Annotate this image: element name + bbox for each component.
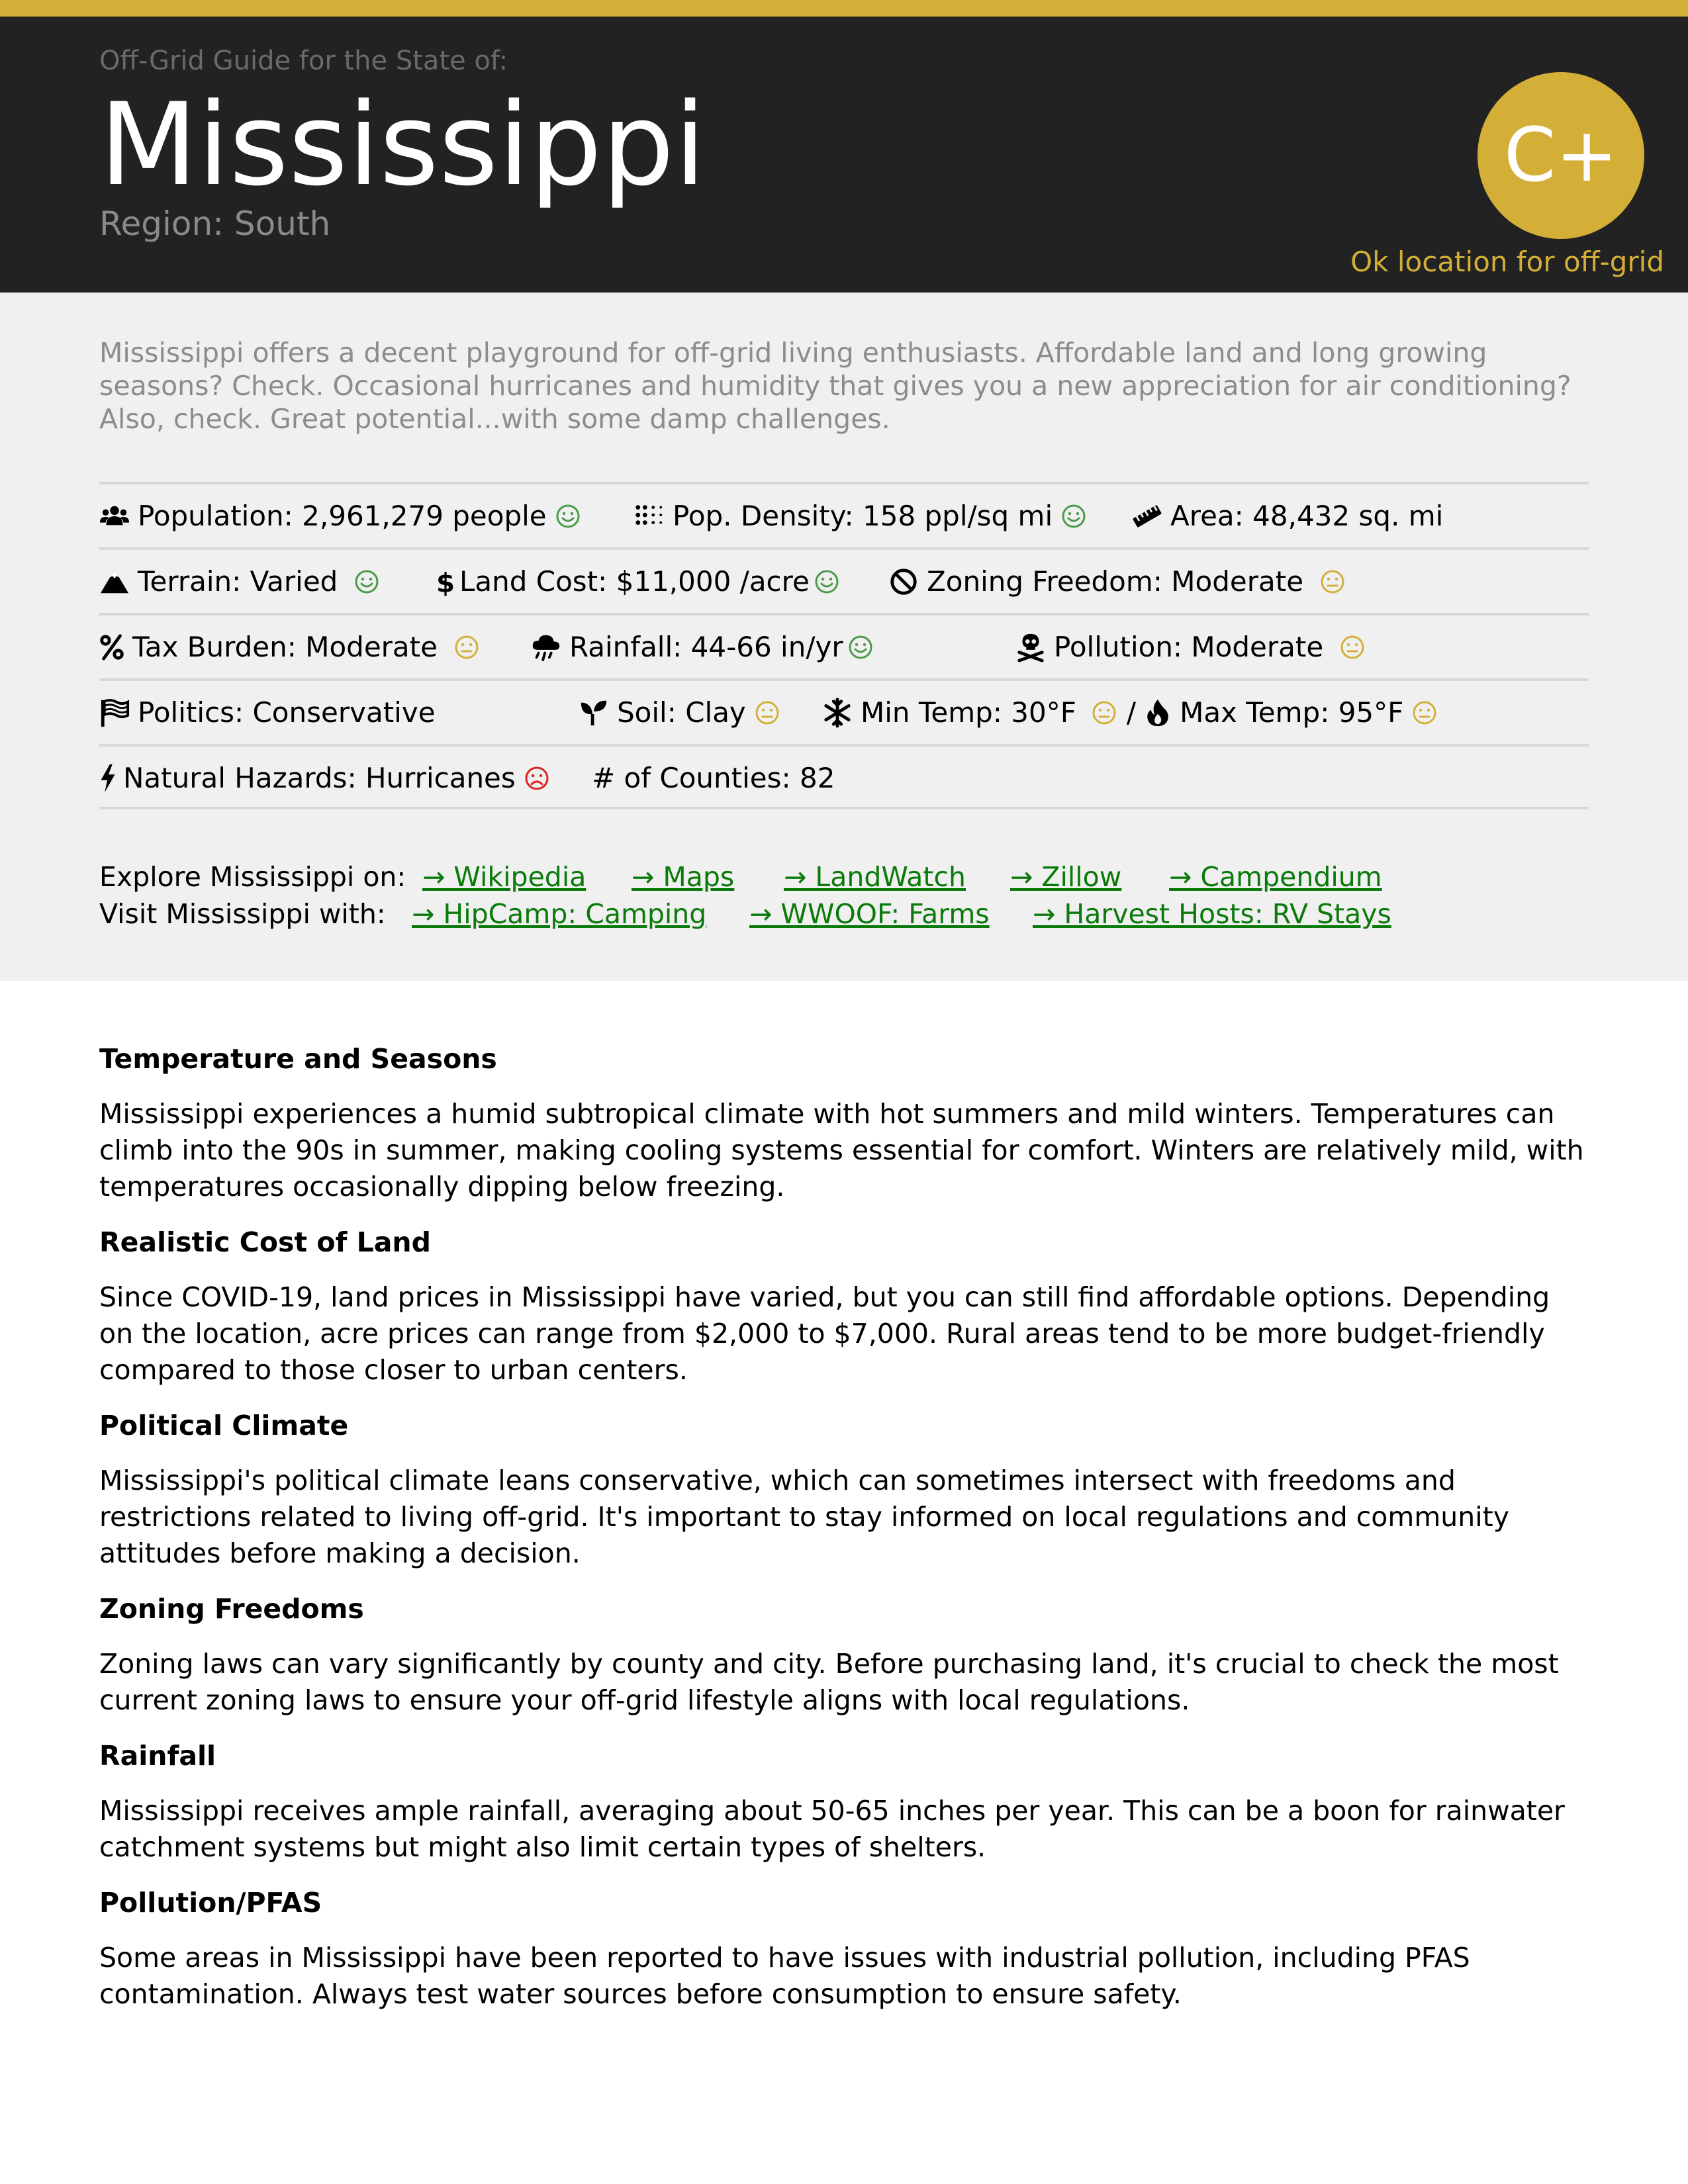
region-label: Region: South [99, 205, 331, 243]
stat-population [99, 484, 581, 547]
dollar-icon [436, 567, 455, 597]
skull-crossbones-icon [1015, 632, 1046, 662]
stats-table [99, 482, 1589, 809]
stat-soil-label: Soil: Clay [617, 696, 746, 729]
good-rating-icon [847, 634, 874, 660]
section-text: Some areas in Mississippi have been reported to have issues with industrial pollution, including PFAS contamination. Always test water sources before consumption to ensure safety. [99, 1942, 1470, 2010]
visit-links [99, 895, 1589, 933]
grade-value: C+ [1503, 113, 1618, 199]
campendium-link[interactable]: → Campendium [1169, 861, 1382, 893]
stat-terrain [99, 550, 380, 613]
stat-rainfall [531, 615, 874, 678]
stat-temperature [822, 681, 1438, 744]
neutral-rating-icon [754, 700, 780, 726]
seedling-icon [579, 698, 609, 728]
stat-pollution-label: Pollution: Moderate [1054, 631, 1324, 663]
stats-row [99, 547, 1589, 613]
stat-population-label: Population: 2,961,279 people [138, 500, 547, 532]
grade-badge [1477, 72, 1644, 239]
header [0, 17, 1688, 293]
intro-text: Mississippi offers a decent playground for off-grid living enthusiasts. Affordable land and long growing seasons? Check. Occasional hurricanes and humidity that gives you a new appreciation for air conditioning? Also, check. Great potential...with some damp challenges. [99, 337, 1571, 435]
section-text: Since COVID-19, land prices in Mississippi have varied, but you can still find affordable options. Depending on the location, acre prices can range from $2,000 to $7,000. Rural areas tend to be more budget-friendly compared to those closer to urban centers. [99, 1281, 1550, 1386]
svg-text:$: $ [436, 567, 455, 597]
good-rating-icon [1060, 503, 1087, 529]
stat-counties [592, 747, 835, 809]
flag-icon [99, 698, 130, 728]
stat-max-temp-label: Max Temp: 95°F [1180, 696, 1404, 729]
stat-zoning [888, 550, 1346, 613]
stat-soil [579, 681, 780, 744]
section-heading: Realistic Cost of Land [99, 1226, 431, 1258]
stats-row [99, 744, 1589, 809]
section-text: Zoning laws can vary significantly by county and city. Before purchasing land, it's crucial to check the most current zoning laws to ensure your off-grid lifestyle aligns with local regulations. [99, 1648, 1559, 1716]
neutral-rating-icon [1339, 634, 1366, 660]
stat-counties-label: # of Counties: 82 [592, 762, 835, 794]
grade-label: Ok location for off-grid [1350, 246, 1664, 278]
fire-icon [1143, 698, 1173, 728]
ban-icon [888, 567, 919, 597]
stats-row [99, 482, 1589, 547]
bolt-icon [99, 763, 117, 794]
stat-density [634, 484, 1087, 547]
cloud-rain-icon [531, 632, 561, 662]
stat-area-label: Area: 48,432 sq. mi [1170, 500, 1444, 532]
pre-title: Off-Grid Guide for the State of: [99, 46, 508, 76]
stat-politics-label: Politics: Conservative [138, 696, 436, 729]
stat-land-cost-label: Land Cost: $11,000 /acre [459, 565, 810, 598]
wwoof-link[interactable]: → WWOOF: Farms [749, 898, 990, 930]
neutral-rating-icon [1319, 569, 1346, 595]
stat-terrain-label: Terrain: Varied [138, 565, 338, 598]
percent-icon [99, 632, 124, 662]
dots-grid-icon [634, 501, 665, 531]
section-heading: Rainfall [99, 1740, 216, 1772]
snowflake-icon [822, 698, 853, 728]
article-body [99, 1040, 1589, 2031]
stat-tax-label: Tax Burden: Moderate [132, 631, 438, 663]
good-rating-icon [353, 569, 380, 595]
landwatch-link[interactable]: → LandWatch [784, 861, 966, 893]
page-title: Mississippi [99, 78, 706, 211]
neutral-rating-icon [453, 634, 480, 660]
stat-pollution [1015, 615, 1366, 678]
section-heading: Temperature and Seasons [99, 1043, 497, 1075]
visit-label: Visit Mississippi with: [99, 898, 386, 930]
stat-tax [99, 615, 480, 678]
section-heading: Political Climate [99, 1410, 349, 1441]
stat-area [1132, 484, 1443, 547]
good-rating-icon [555, 503, 581, 529]
ruler-icon [1132, 501, 1162, 531]
stat-hazards-label: Natural Hazards: Hurricanes [123, 762, 516, 794]
maps-link[interactable]: → Maps [632, 861, 735, 893]
section-text: Mississippi receives ample rainfall, averaging about 50-65 inches per year. This can be a boon for rainwater catchment systems but might also limit certain types of shelters. [99, 1795, 1565, 1863]
neutral-rating-icon [1091, 700, 1117, 726]
stat-rainfall-label: Rainfall: 44-66 in/yr [569, 631, 843, 663]
bad-rating-icon [524, 765, 550, 792]
section-text: Mississippi's political climate leans conservative, which can sometimes intersect with freedoms and restrictions related to living off-grid. It's important to stay informed on local regulations and community attitudes before making a decision. [99, 1465, 1509, 1569]
hipcamp-link[interactable]: → HipCamp: Camping [412, 898, 707, 930]
explore-label: Explore Mississippi on: [99, 861, 406, 893]
zillow-link[interactable]: → Zillow [1010, 861, 1122, 893]
neutral-rating-icon [1411, 700, 1438, 726]
wikipedia-link[interactable]: → Wikipedia [422, 861, 586, 893]
section-heading: Pollution/PFAS [99, 1887, 322, 1919]
mountain-icon [99, 567, 130, 597]
links-section [99, 858, 1589, 933]
section-text: Mississippi experiences a humid subtropical climate with hot summers and mild winters. Temperatures can climb into the 90s in summer, making cooling systems essential for comfort. Winters are relatively mild, with temperatures occasionally dipping below freezing. [99, 1098, 1584, 1203]
stats-row [99, 678, 1589, 744]
temp-separator: / [1126, 696, 1137, 729]
explore-links [99, 858, 1589, 895]
stats-row [99, 613, 1589, 678]
stat-min-temp-label: Min Temp: 30°F [861, 696, 1076, 729]
users-icon [99, 501, 130, 531]
section-heading: Zoning Freedoms [99, 1593, 364, 1625]
gold-top-bar [0, 0, 1688, 17]
stat-density-label: Pop. Density: 158 ppl/sq mi [673, 500, 1053, 532]
stat-hazards [99, 747, 550, 809]
good-rating-icon [814, 569, 840, 595]
harvest-hosts-link[interactable]: → Harvest Hosts: RV Stays [1033, 898, 1391, 930]
stat-politics [99, 681, 436, 744]
stat-land-cost [436, 550, 840, 613]
stat-zoning-label: Zoning Freedom: Moderate [927, 565, 1304, 598]
summary-panel [0, 293, 1688, 981]
